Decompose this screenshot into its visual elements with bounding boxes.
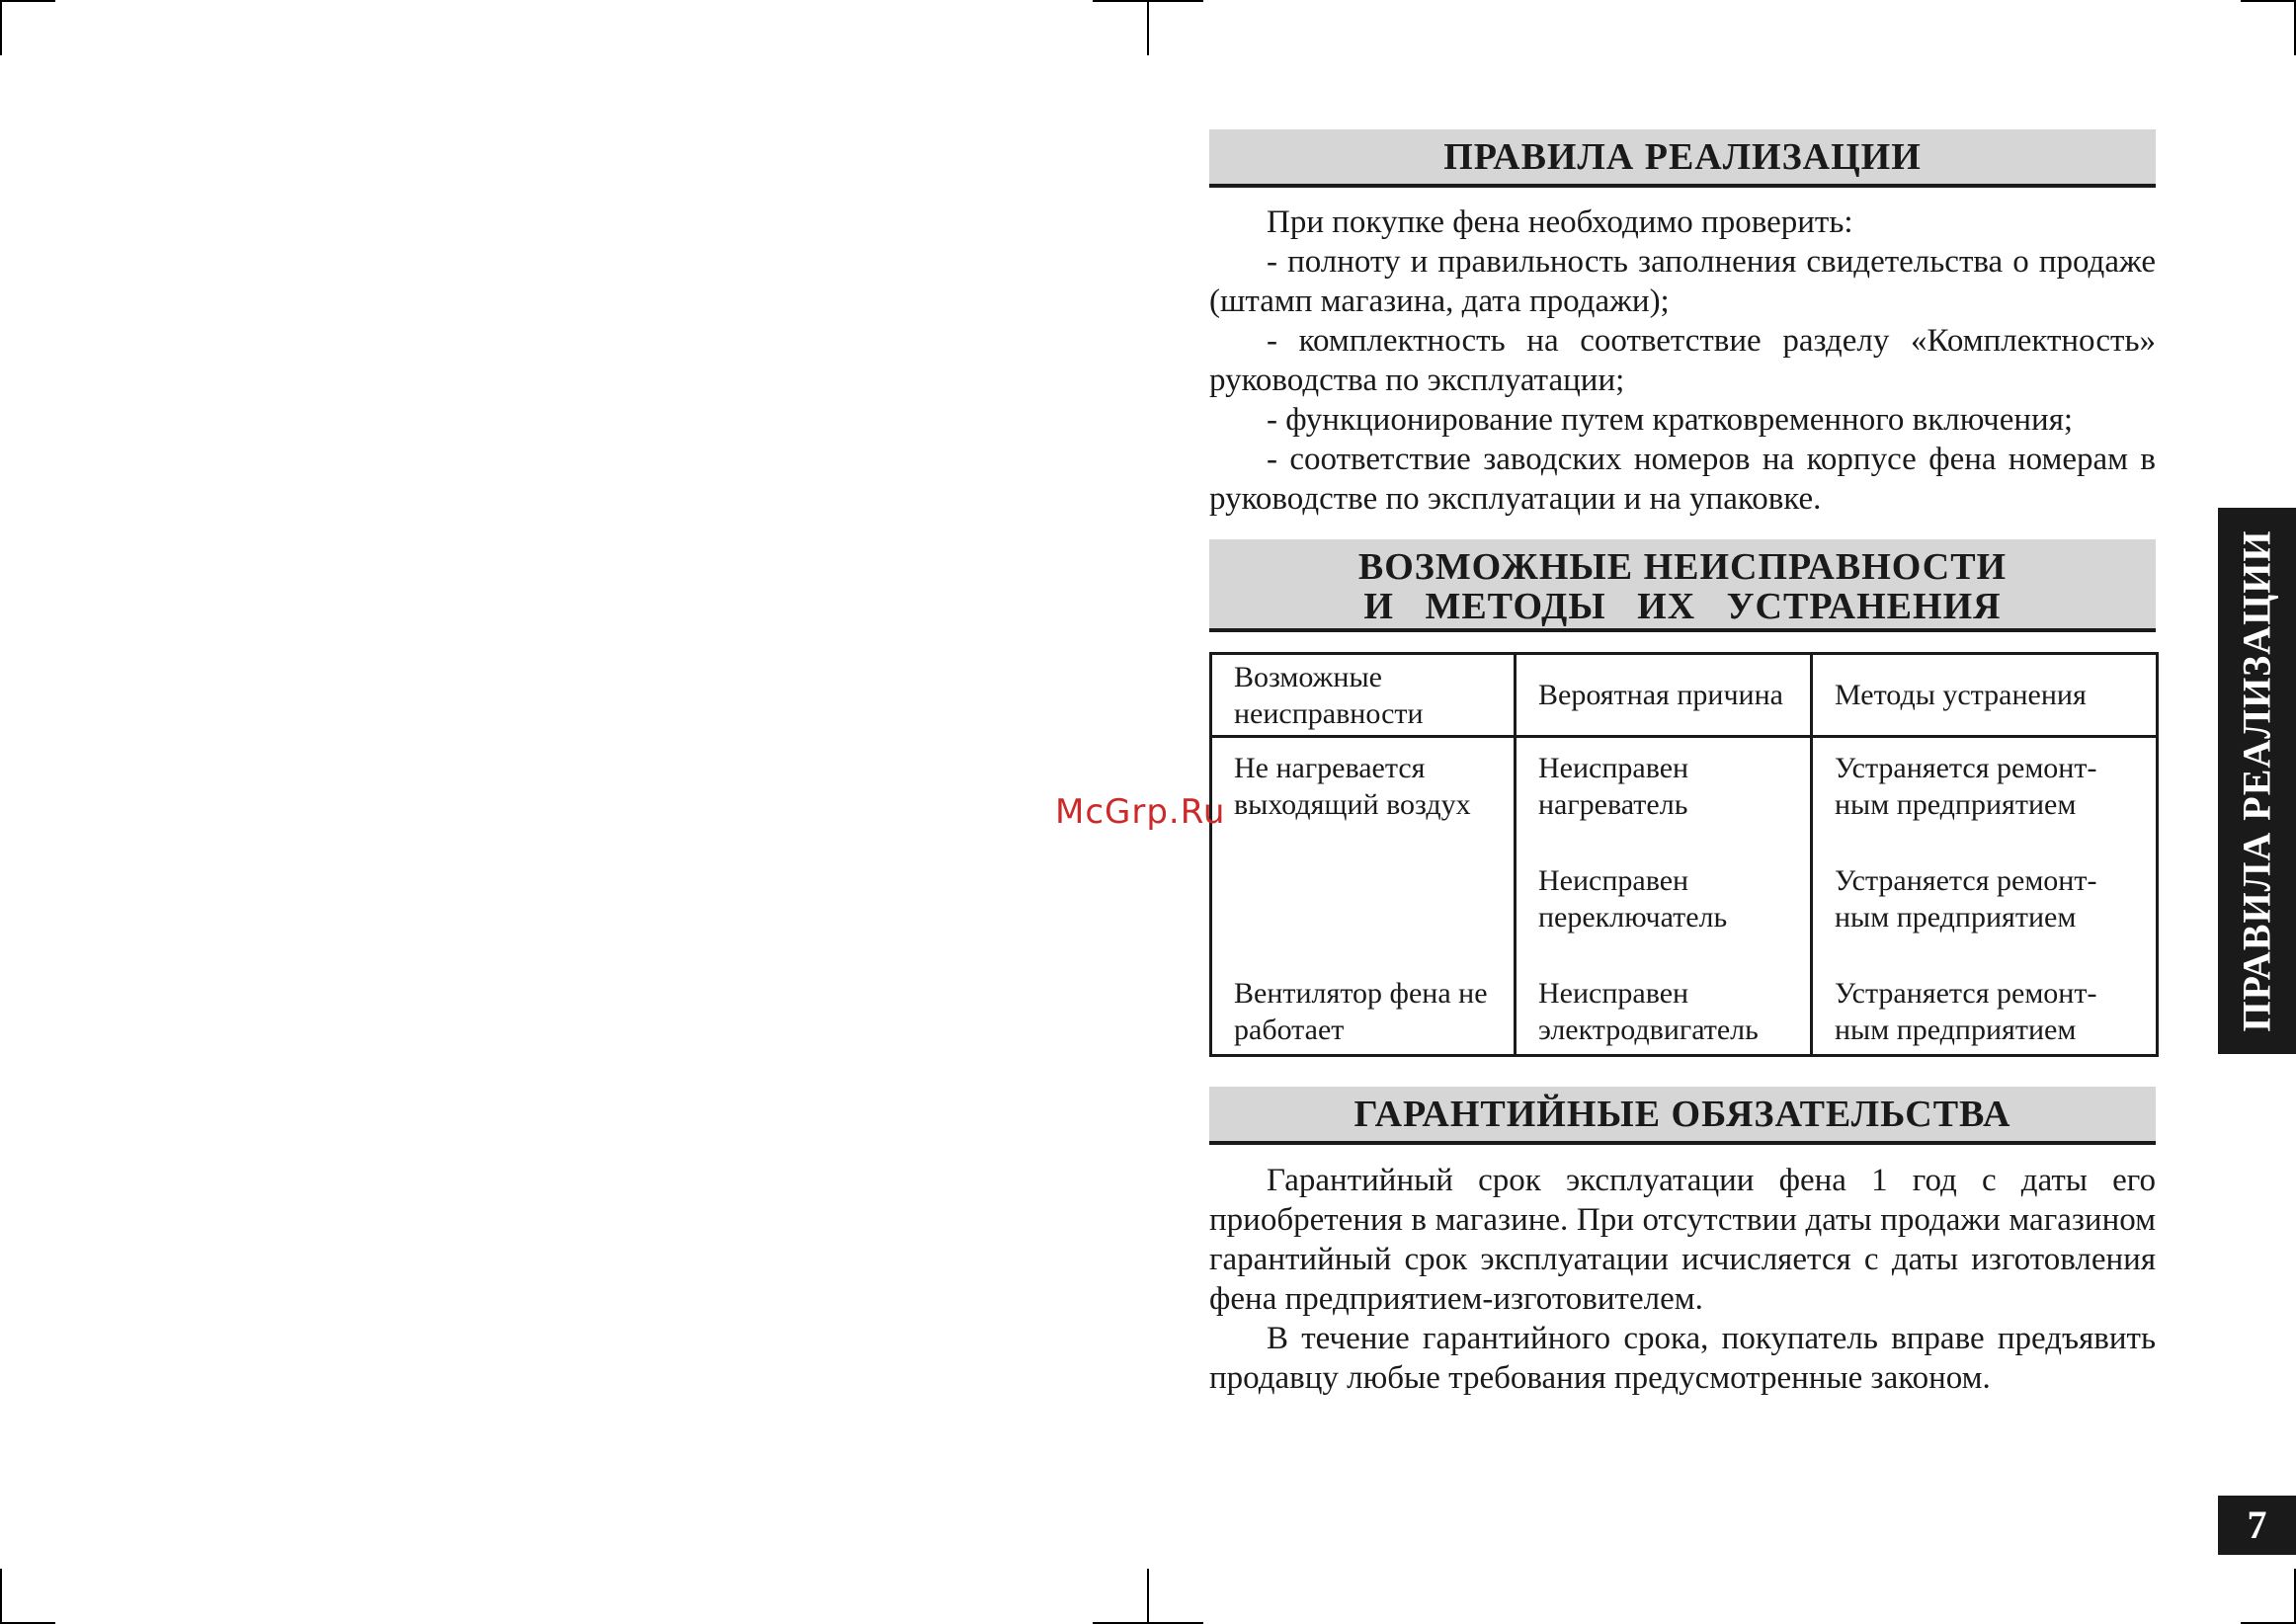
remedy-cell: Устраняется ремонт-ным предприятием	[1835, 752, 2097, 821]
table-header-row	[1211, 654, 2158, 737]
fault-cell: Вентилятор фена не работает	[1234, 977, 1488, 1046]
paragraph: - соответствие заводских номеров на корпусе фена номерам в руководстве по эксплуатации и на упаковке.	[1209, 442, 2156, 517]
crop-mark	[2241, 0, 2296, 2]
watermark: McGrp.Ru	[1055, 792, 1226, 832]
remedies-column	[1812, 737, 2158, 1056]
column-header: Вероятная причина	[1516, 654, 1812, 737]
paragraph: - функционирование путем кратковременного включения;	[1267, 402, 2074, 438]
sales-rules-text	[1209, 203, 2156, 519]
paragraph: - полноту и правильность заполнения свидетельства о продаже (штамп магазина, дата продажи);	[1209, 244, 2156, 319]
paragraph: При покупке фена необходимо проверить:	[1267, 204, 1853, 240]
remedy-cell: Устраняется ремонт-ным предприятием	[1835, 977, 2097, 1046]
table-row	[1211, 737, 2158, 1056]
warranty-text	[1209, 1161, 2156, 1398]
column-header: Методы устранения	[1812, 654, 2158, 737]
heading-line: И МЕТОДЫ ИХ УСТРАНЕНИЯ	[1363, 586, 2002, 627]
crop-mark	[0, 1569, 2, 1624]
cause-cell: Неисправен нагреватель	[1538, 752, 1689, 821]
faults-column	[1211, 737, 1516, 1056]
heading-line: ВОЗМОЖНЫЕ НЕИСПРАВНОСТИ	[1357, 546, 2008, 588]
cause-cell: Неисправен электродвигатель	[1538, 977, 1759, 1046]
cause-cell: Неисправен переключатель	[1538, 864, 1728, 934]
crop-mark	[1147, 1569, 1149, 1624]
paragraph: - комплектность на соответствие разделу «Комплектность» руководства по эксплуатации;	[1209, 323, 2156, 398]
paragraph: В течение гарантийного срока, покупатель вправе предъявить продавцу любые требования предусмотренные законом.	[1209, 1321, 2156, 1396]
section-heading-faults	[1209, 539, 2156, 632]
side-tab	[2218, 508, 2296, 1054]
remedy-cell: Устраняется ремонт-ным предприятием	[1835, 864, 2097, 934]
fault-cell	[1234, 862, 1504, 975]
side-tab-label: ПРАВИЛА РЕАЛИЗАЦИИ	[2235, 529, 2279, 1032]
section-heading-warranty: ГАРАНТИЙНЫЕ ОБЯЗАТЕЛЬСТВА	[1209, 1087, 2156, 1145]
column-header: Возможные неисправности	[1211, 654, 1516, 737]
crop-mark	[1147, 0, 1149, 55]
faults-table	[1209, 652, 2159, 1057]
page-number: 7	[2218, 1496, 2296, 1555]
crop-mark	[0, 0, 2, 55]
fault-cell: Не нагревается выходящий воздух	[1234, 752, 1471, 821]
crop-mark	[1093, 0, 1203, 2]
section-heading-sales-rules: ПРАВИЛА РЕАЛИЗАЦИИ	[1209, 129, 2156, 188]
paragraph: Гарантийный срок эксплуатации фена 1 год с даты его приобретения в магазине. При отсутствии даты продажи магазином гарантийный срок эксплуатации исчисляется с даты изготовления фена предприятием-изготовителем.	[1209, 1163, 2156, 1317]
causes-column	[1516, 737, 1812, 1056]
crop-mark	[0, 0, 55, 2]
